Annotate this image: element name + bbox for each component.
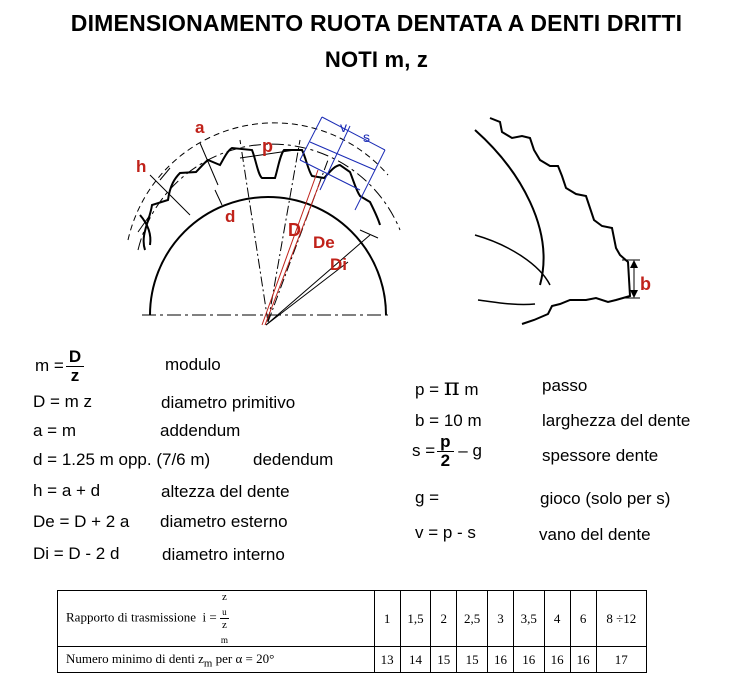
table-row-label: Rapporto di trasmissione i = z $_u$ z $_m$ (58, 591, 375, 647)
desc-addendum: addendum (160, 421, 241, 440)
table-cell: 4 (544, 591, 570, 647)
desc-modulo: modulo (165, 355, 221, 374)
formula-diametro-esterno: De = D + 2 a (33, 512, 130, 531)
label-p: p (262, 136, 273, 156)
formula-diametro-primitivo: D = m z (33, 392, 93, 411)
formula-passo: p = π m (415, 373, 479, 401)
desc-diametro-primitivo: diametro primitivo (161, 393, 296, 412)
table-cell: 15 (457, 647, 488, 673)
desc-dedendum: dedendum (253, 450, 334, 469)
fraction: $\frac{p}{2}$ (437, 433, 453, 470)
table-cell: 14 (400, 647, 431, 673)
label-D: D (288, 220, 301, 240)
outer-circle (128, 123, 388, 240)
formula-vano: v = p - s (415, 523, 476, 542)
table-cell: 17 (596, 647, 646, 673)
formula-altezza: h = a + d (33, 481, 101, 500)
formula-dedendum: d = 1.25 m opp. (7/6 m) (33, 450, 211, 469)
formula-addendum: a = m (33, 421, 76, 440)
desc-vano: vano del dente (539, 525, 651, 544)
transmission-ratio-table (57, 590, 647, 673)
table-cell: 8 ÷12 (596, 591, 646, 647)
label-v: v (340, 119, 347, 135)
desc-diametro-interno: diametro interno (162, 545, 285, 564)
desc-diametro-esterno: diametro esterno (160, 512, 288, 531)
side-gear-inner (475, 235, 550, 285)
table-cell: 2,5 (457, 591, 488, 647)
table-cell: 16 (570, 647, 596, 673)
gear-diagram (0, 0, 753, 340)
formula-spessore: s = $\frac{p}{2}$ – g (412, 432, 482, 470)
fraction: $\frac{D}{z}$ (66, 348, 84, 385)
table-cell: 6 (570, 591, 596, 647)
formula-modulo (35, 348, 84, 385)
table-cell: 2 (431, 591, 457, 647)
desc-larghezza: larghezza del dente (542, 411, 691, 430)
table-cell: 16 (544, 647, 570, 673)
formula-diametro-interno: Di = D - 2 d (33, 544, 120, 563)
table-cell: 3 (487, 591, 513, 647)
formula-gioco: g = (415, 488, 440, 507)
desc-spessore: spessore dente (542, 446, 659, 465)
page-subtitle: NOTI m, z (324, 47, 429, 72)
side-gear-teeth (490, 118, 630, 324)
gear-root-arc (150, 197, 386, 315)
label-b: b (640, 274, 651, 294)
formula-lhs: m = (35, 355, 64, 375)
table-cell: 1,5 (400, 591, 431, 647)
side-gear-outline (475, 130, 544, 285)
desc-passo: passo (542, 376, 588, 395)
label-De: De (313, 233, 335, 252)
label-a: a (195, 118, 205, 137)
label-d: d (225, 207, 236, 226)
label-h: h (136, 157, 147, 176)
table-cell: 3,5 (513, 591, 544, 647)
formula-larghezza: b = 10 m (415, 411, 482, 430)
table-row (58, 647, 647, 673)
table-cell: 16 (513, 647, 544, 673)
table-cell: 16 (487, 647, 513, 673)
ratio-fraction: z $_u$ z $_m$ (220, 591, 228, 646)
label-Di: Di (330, 255, 347, 274)
label-s: s (363, 129, 370, 145)
table-cell: 15 (431, 647, 457, 673)
pi-symbol: π (443, 373, 460, 401)
table-row-label: Numero minimo di denti $z_m$ per α = 20° (58, 647, 375, 673)
page-title: DIMENSIONAMENTO RUOTA DENTATA A DENTI DRITTI (70, 10, 683, 36)
table-cell: 13 (374, 647, 400, 673)
table-cell: 1 (374, 591, 400, 647)
desc-gioco: gioco (solo per s) (540, 489, 671, 508)
table-row (58, 591, 647, 647)
gear-teeth-profile (144, 148, 380, 250)
desc-altezza: altezza del dente (161, 482, 290, 501)
